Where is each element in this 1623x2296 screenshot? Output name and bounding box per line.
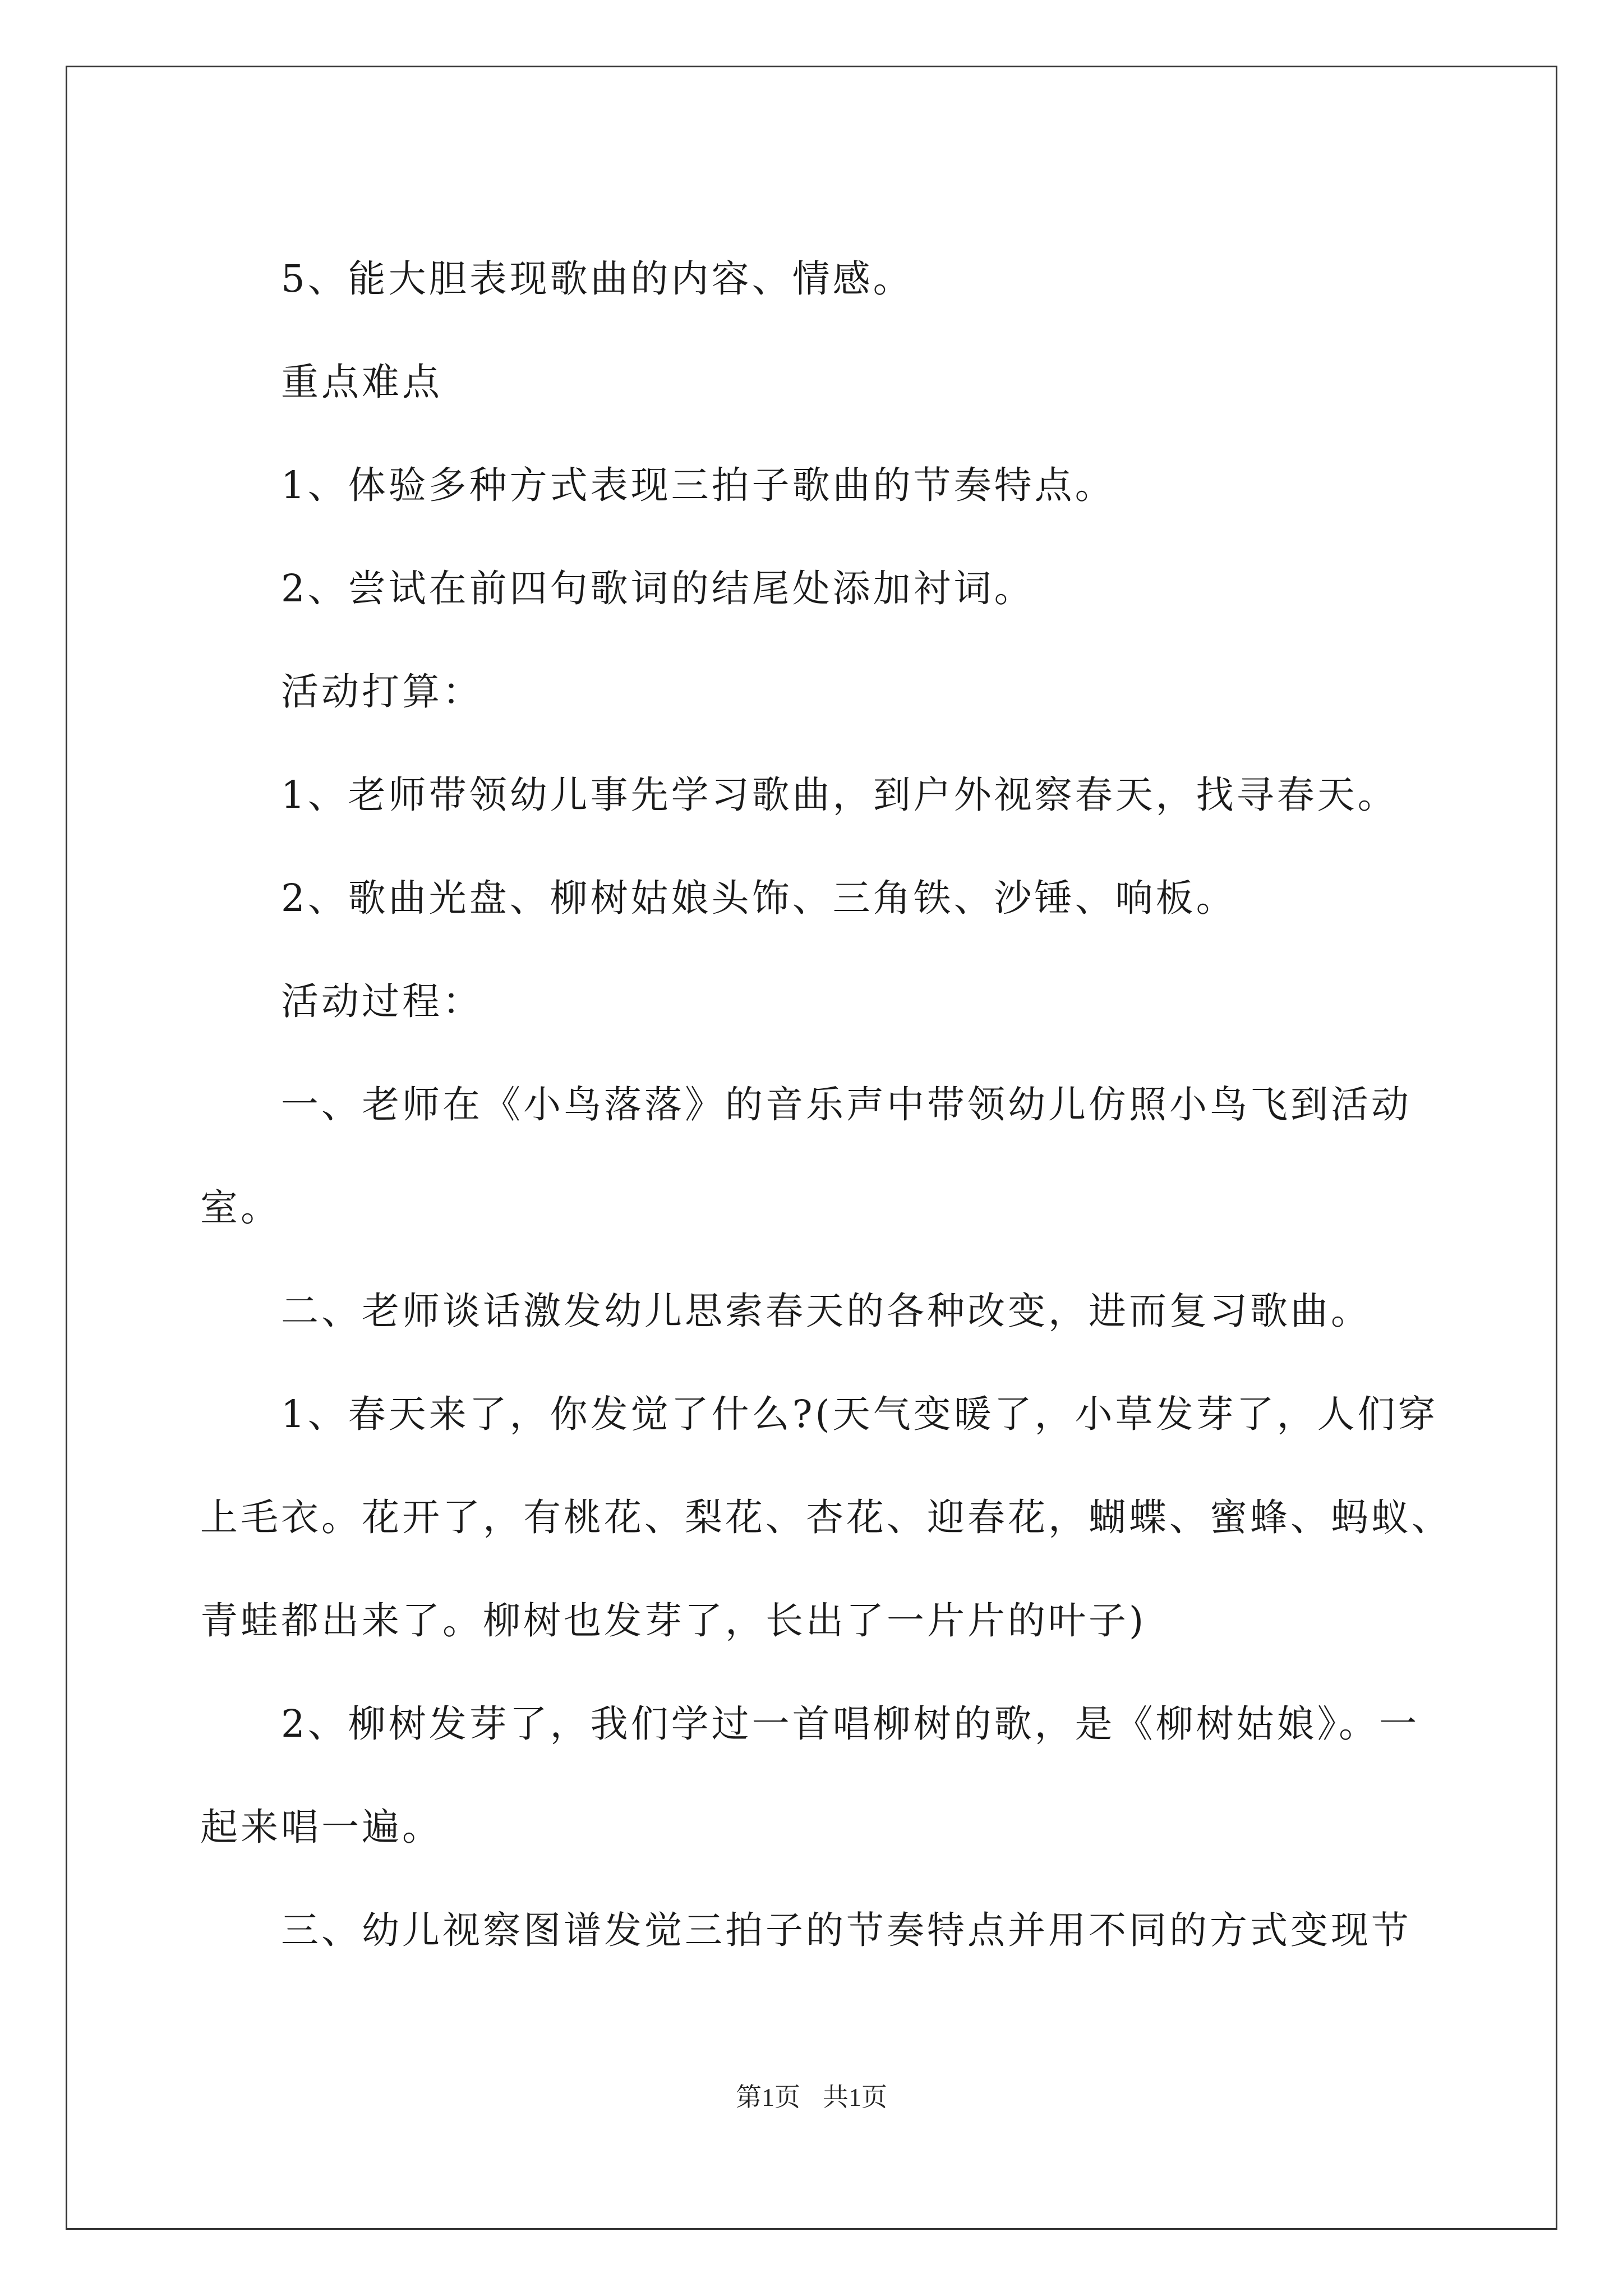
paragraph: 5、能大胆表现歌曲的内容、情感。 (281, 257, 914, 301)
document-body (200, 227, 1453, 1982)
paragraph: 1、老师带领幼儿事先学习歌曲，到户外视察春天，找寻春天。 (281, 773, 1398, 817)
paragraph: 2、尝试在前四句歌词的结尾处添加衬词。 (281, 567, 1035, 610)
paragraph: 1、春天来了，你发觉了什么?(天气变暖了，小草发芽了，人们穿上毛衣。花开了，有桃花、梨花、杏花、迎春花，蝴蝶、蜜蜂、蚂蚁、青蛙都出来了。柳树也发芽了，长出了一片片的叶子) (200, 1392, 1452, 1642)
section-heading: 重点难点 (281, 360, 442, 404)
page-total: 共1页 (823, 2083, 887, 2111)
section-heading: 活动打算： (281, 670, 483, 714)
page-number: 第1页 (736, 2083, 800, 2111)
paragraph: 一、老师在《小鸟落落》的音乐声中带领幼儿仿照小鸟飞到活动室。 (200, 1083, 1412, 1230)
paragraph: 2、歌曲光盘、柳树姑娘头饰、三角铁、沙锤、响板。 (281, 876, 1237, 920)
paragraph: 二、老师谈话激发幼儿思索春天的各种改变，进而复习歌曲。 (281, 1289, 1371, 1333)
section-heading: 活动过程： (281, 979, 483, 1023)
paragraph: 三、幼儿视察图谱发觉三拍子的节奏特点并用不同的方式变现节 (281, 1908, 1412, 1952)
paragraph: 1、体验多种方式表现三拍子歌曲的节奏特点。 (281, 463, 1115, 507)
paragraph: 2、柳树发芽了，我们学过一首唱柳树的歌，是《柳树姑娘》。一起来唱一遍。 (200, 1702, 1420, 1849)
page-footer (0, 2081, 1623, 2114)
